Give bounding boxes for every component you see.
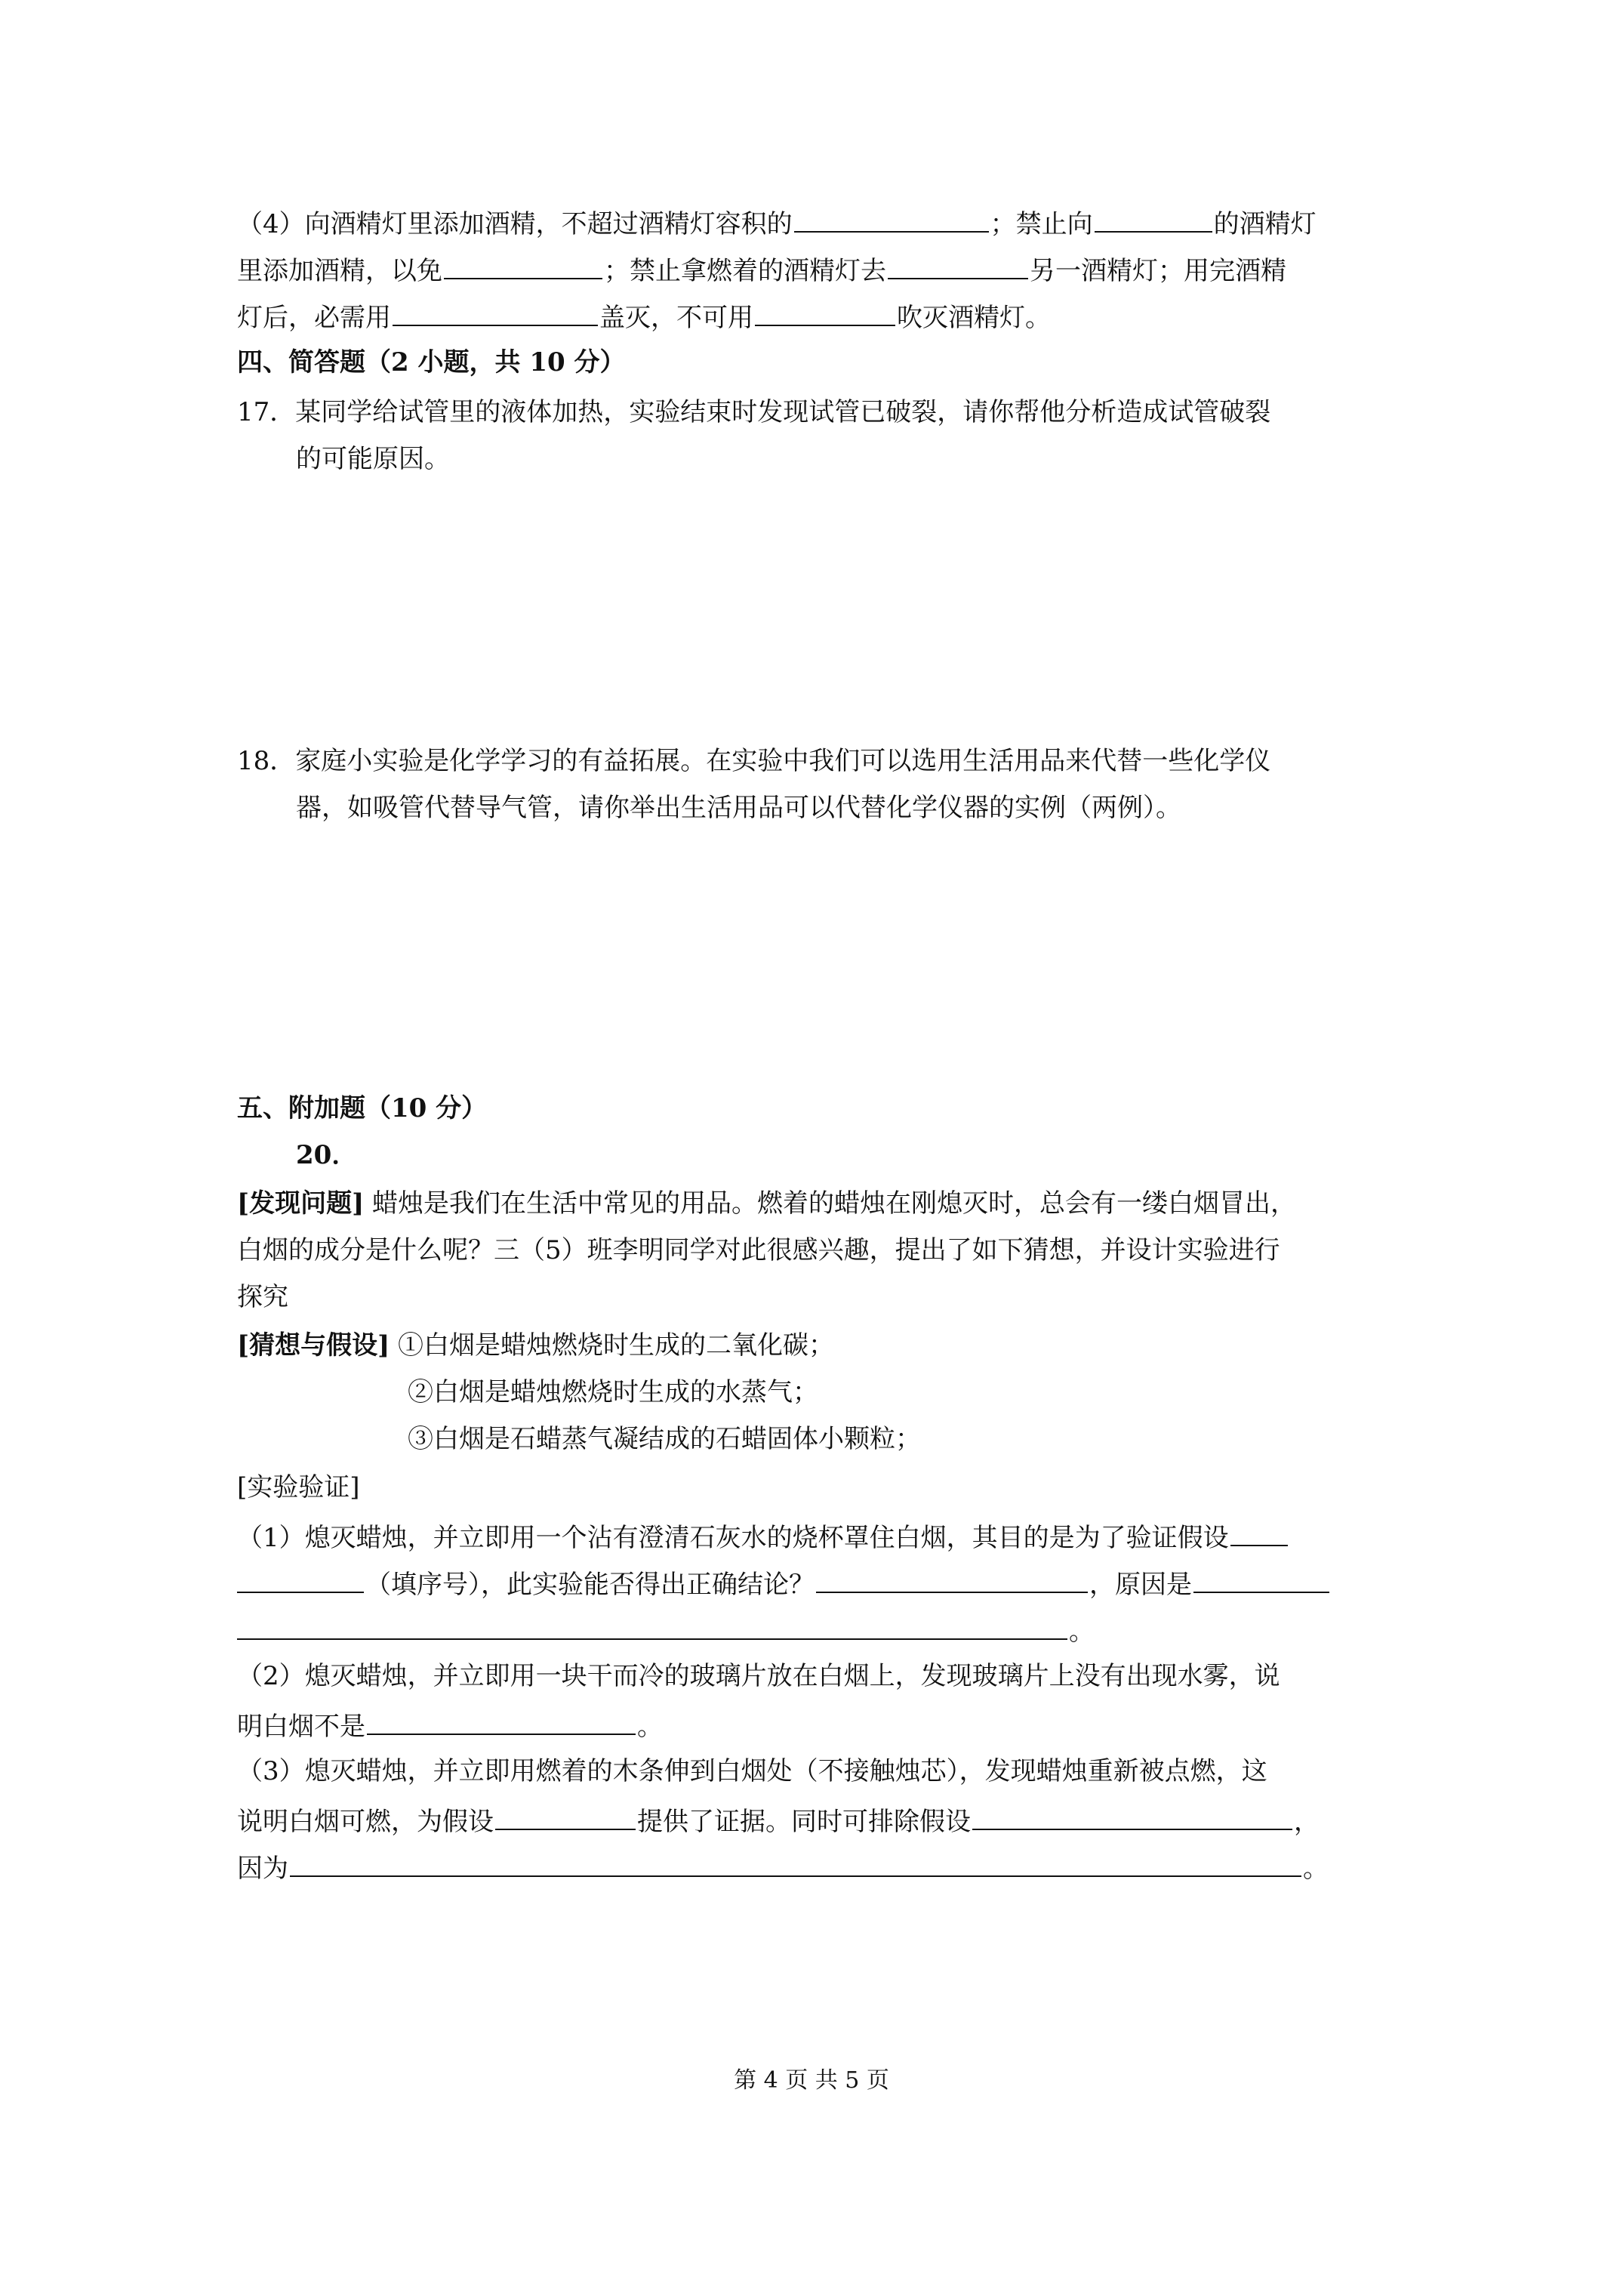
answer-blank[interactable] bbox=[1193, 1563, 1329, 1593]
answer-blank[interactable] bbox=[816, 1563, 1088, 1593]
q17-text-cont: 的可能原因。 bbox=[296, 444, 450, 474]
answer-blank[interactable] bbox=[972, 1800, 1292, 1830]
q17-text: 17．某同学给试管里的液体加热，实验结束时发现试管已破裂，请你帮他分析造成试管破裂 bbox=[237, 397, 1271, 427]
q20-number: 20． bbox=[296, 1140, 358, 1170]
exp1-line-3: 。 bbox=[237, 1610, 1400, 1650]
verify-tag: [实验验证] bbox=[237, 1472, 360, 1502]
exp3-line-1: （3）熄灭蜡烛，并立即用燃着的木条伸到白烟处（不接触烛芯），发现蜡烛重新被点燃，这 bbox=[237, 1756, 1267, 1786]
section-5-title: 五、附加题（10 分） bbox=[237, 1093, 488, 1123]
exp1-line-2: （填序号），此实验能否得出正确结论？ ，原因是 bbox=[237, 1563, 1400, 1603]
answer-blank[interactable] bbox=[1230, 1516, 1288, 1546]
discover-line-3: 探究 bbox=[237, 1282, 288, 1312]
answer-blank[interactable] bbox=[444, 249, 602, 279]
answer-blank[interactable] bbox=[888, 249, 1028, 279]
hypothesis-line-1: [猜想与假设] ①白烟是蜡烛燃烧时生成的二氧化碳； bbox=[237, 1330, 834, 1361]
answer-blank[interactable] bbox=[237, 1563, 364, 1593]
discover-line-1: [发现问题] 蜡烛是我们在生活中常见的用品。燃着的蜡烛在刚熄灭时，总会有一缕白烟冒出， bbox=[237, 1188, 1296, 1219]
answer-blank[interactable] bbox=[393, 296, 598, 326]
q4-line-2: 里添加酒精，以免 ；禁止拿燃着的酒精灯去 另一酒精灯；用完酒精 bbox=[237, 249, 1400, 289]
answer-blank[interactable] bbox=[290, 1847, 1301, 1877]
answer-blank[interactable] bbox=[1095, 202, 1212, 233]
hypothesis-line-3: ③白烟是石蜡蒸气凝结成的石蜡固体小颗粒； bbox=[408, 1424, 921, 1454]
answer-blank[interactable] bbox=[755, 296, 895, 326]
page-number: 第 4 页 共 5 页 bbox=[734, 2067, 889, 2094]
hypothesis-tag: [猜想与假设] bbox=[237, 1330, 390, 1361]
exp3-line-3: 因为 。 bbox=[237, 1847, 1400, 1887]
discover-tag: [发现问题] bbox=[237, 1188, 365, 1219]
q18-text: 18．家庭小实验是化学学习的有益拓展。在实验中我们可以选用生活用品来代替一些化学仪 bbox=[237, 746, 1271, 776]
section-4-title: 四、简答题（2 小题，共 10 分） bbox=[237, 347, 626, 378]
hypothesis-line-2: ②白烟是蜡烛燃烧时生成的水蒸气； bbox=[408, 1377, 818, 1407]
discover-line-2: 白烟的成分是什么呢？三（5）班李明同学对此很感兴趣，提出了如下猜想，并设计实验进行 bbox=[237, 1235, 1280, 1265]
answer-blank[interactable] bbox=[237, 1610, 1067, 1640]
answer-blank[interactable] bbox=[367, 1705, 636, 1735]
answer-blank[interactable] bbox=[495, 1800, 636, 1830]
q18-text-cont: 器，如吸管代替导气管，请你举出生活用品可以代替化学仪器的实例（两例）。 bbox=[296, 793, 1181, 823]
exp2-line-2: 明白烟不是 。 bbox=[237, 1705, 1400, 1745]
exp3-line-2: 说明白烟可燃，为假设 提供了证据。同时可排除假设 ， bbox=[237, 1800, 1400, 1840]
q4-line-3: 灯后，必需用 盖灭，不可用 吹灭酒精灯。 bbox=[237, 296, 1400, 336]
exp2-line-1: （2）熄灭蜡烛，并立即用一块干而冷的玻璃片放在白烟上，发现玻璃片上没有出现水雾，说 bbox=[237, 1661, 1280, 1691]
exp1-line-1: （1）熄灭蜡烛，并立即用一个沾有澄清石灰水的烧杯罩住白烟，其目的是为了验证假设 bbox=[237, 1516, 1400, 1556]
q4-line-1: （4）向酒精灯里添加酒精，不超过酒精灯容积的 ；禁止向 的酒精灯 bbox=[237, 202, 1400, 242]
answer-blank[interactable] bbox=[794, 202, 989, 233]
